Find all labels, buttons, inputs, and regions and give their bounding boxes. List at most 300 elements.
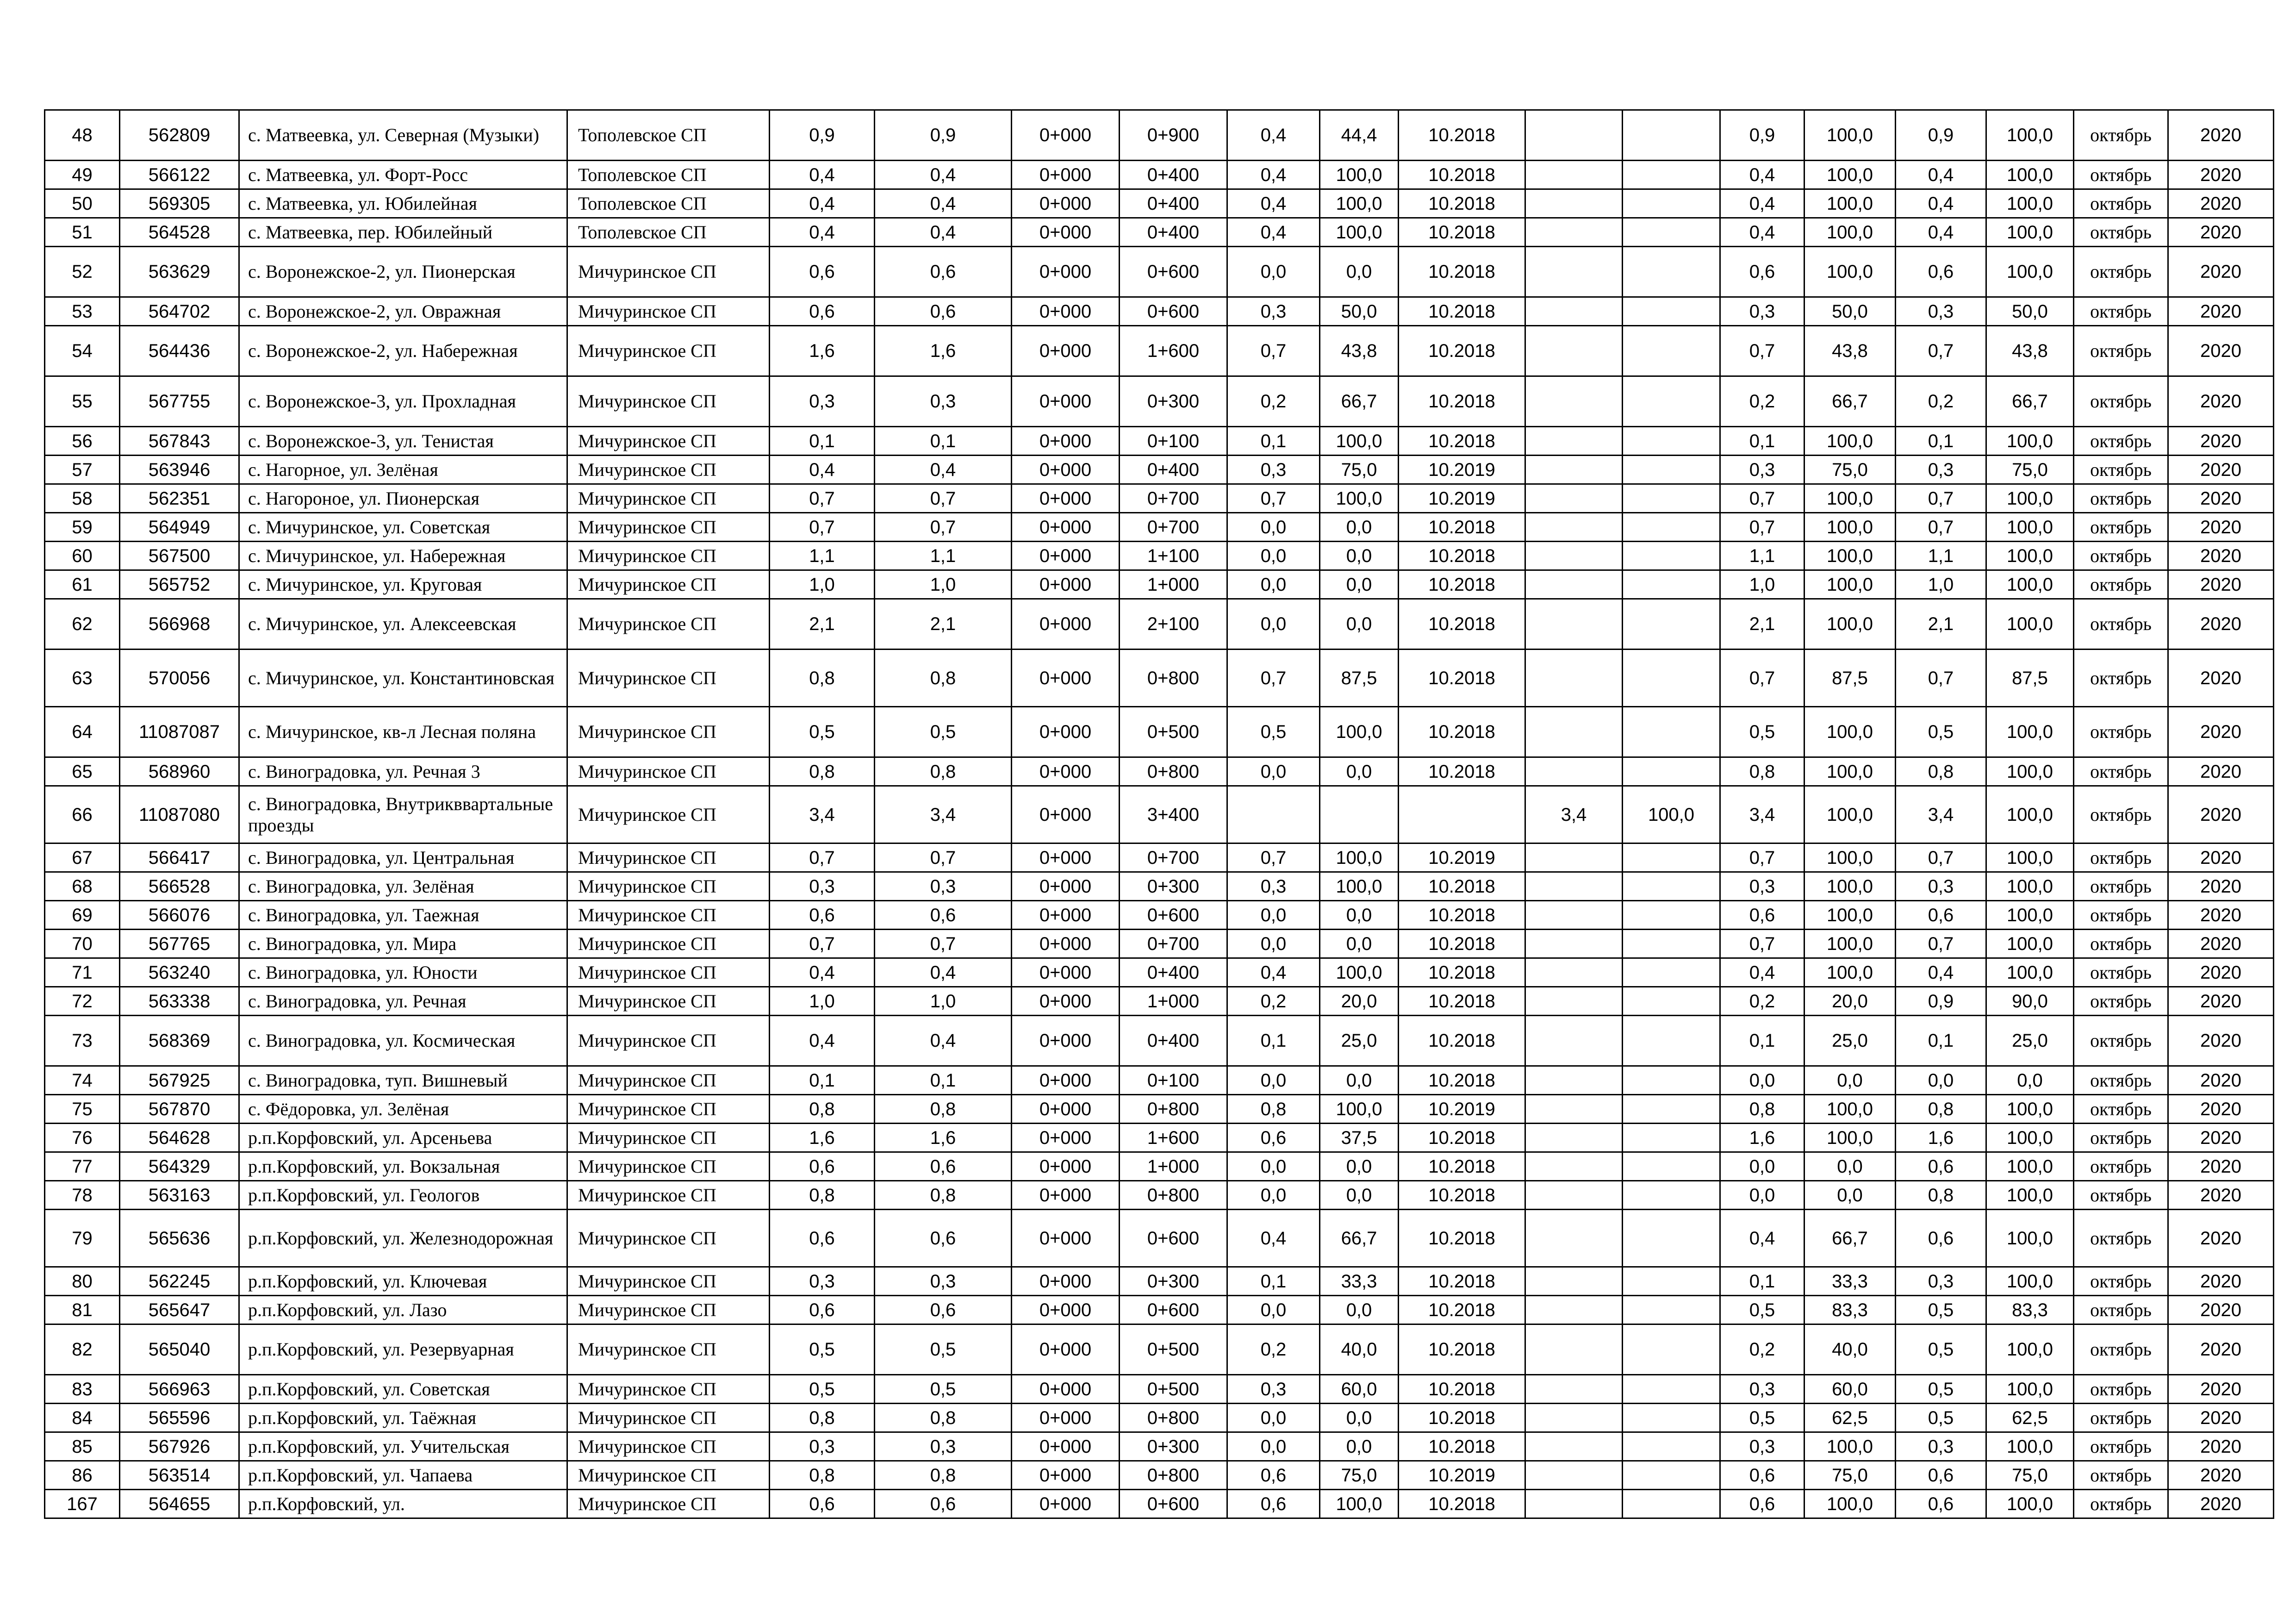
table-cell: 0,0 [1320, 599, 1399, 650]
table-cell: 100,0 [1804, 427, 1896, 456]
table-cell: 567500 [120, 542, 239, 570]
table-cell: 0,1 [1227, 1267, 1320, 1296]
table-cell [1320, 786, 1399, 843]
table-cell: 2020 [2168, 1124, 2274, 1152]
table-cell [1623, 376, 1720, 427]
table-cell: 100,0 [1804, 189, 1896, 218]
table-cell: 0+000 [1012, 1432, 1120, 1461]
table-cell: р.п.Корфовский, ул. Чапаева [239, 1461, 567, 1490]
table-cell: с. Виноградовка, ул. Таежная [239, 901, 567, 930]
table-cell: 0,4 [1720, 189, 1804, 218]
table-cell: 54 [45, 326, 120, 376]
table-cell: 0+400 [1120, 1016, 1227, 1066]
table-cell: 0+500 [1120, 1375, 1227, 1404]
table-cell: 2+100 [1120, 599, 1227, 650]
table-cell: 0,0 [1320, 1181, 1399, 1210]
table-row [45, 872, 2274, 901]
table-cell: 0+000 [1012, 1095, 1120, 1124]
table-cell: с. Мичуринское, ул. Константиновская [239, 650, 567, 707]
table-cell: 0+000 [1012, 1124, 1120, 1152]
table-cell: 0+000 [1012, 513, 1120, 542]
table-cell: Мичуринское СП [567, 456, 770, 484]
table-row [45, 570, 2274, 599]
table-cell: Мичуринское СП [567, 843, 770, 872]
table-cell: 567843 [120, 427, 239, 456]
table-cell: 100,0 [1804, 247, 1896, 297]
table-cell: Мичуринское СП [567, 247, 770, 297]
table-cell: 51 [45, 218, 120, 247]
table-cell: 0,4 [875, 189, 1012, 218]
table-cell: 0,7 [875, 484, 1012, 513]
table-cell: 0,4 [875, 218, 1012, 247]
table-cell: 0,1 [1896, 1016, 1986, 1066]
table-cell [1623, 1296, 1720, 1324]
table-cell: 25,0 [1320, 1016, 1399, 1066]
table-cell [1623, 1432, 1720, 1461]
table-cell: 0+900 [1120, 110, 1227, 161]
table-cell: 0,7 [1227, 843, 1320, 872]
table-cell: с. Виноградовка, ул. Юности [239, 958, 567, 987]
table-cell: 0+000 [1012, 843, 1120, 872]
table-cell: 0+800 [1120, 1404, 1227, 1432]
table-cell: 83,3 [1804, 1296, 1896, 1324]
table-cell: 61 [45, 570, 120, 599]
table-cell: 0,0 [1227, 1432, 1320, 1461]
table-cell: 0,6 [1720, 1490, 1804, 1518]
table-cell: 10.2018 [1399, 958, 1525, 987]
table-cell: 2020 [2168, 513, 2274, 542]
table-cell: 75 [45, 1095, 120, 1124]
table-cell: 3+400 [1120, 786, 1227, 843]
table-cell: октябрь [2074, 872, 2168, 901]
table-cell [1623, 1066, 1720, 1095]
table-cell: 564702 [120, 297, 239, 326]
table-cell: 0,6 [1896, 1152, 1986, 1181]
table-cell: 563514 [120, 1461, 239, 1490]
table-cell: 0,6 [770, 1210, 875, 1267]
table-cell: 0,0 [1804, 1181, 1896, 1210]
table-cell [1623, 958, 1720, 987]
table-row [45, 1432, 2274, 1461]
table-cell: 0,4 [1227, 189, 1320, 218]
table-cell: Мичуринское СП [567, 1432, 770, 1461]
table-cell: 100,0 [1320, 1095, 1399, 1124]
table-cell: 1,1 [770, 542, 875, 570]
table-cell: 0,0 [1227, 542, 1320, 570]
table-cell: 0+000 [1012, 1404, 1120, 1432]
table-cell: 100,0 [1986, 901, 2074, 930]
table-row [45, 901, 2274, 930]
table-cell: 0+000 [1012, 1267, 1120, 1296]
table-cell: 100,0 [1804, 1490, 1896, 1518]
table-cell [1525, 1152, 1623, 1181]
table-cell: 0,8 [1896, 1095, 1986, 1124]
table-cell: 567755 [120, 376, 239, 427]
table-cell [1525, 376, 1623, 427]
table-cell: октябрь [2074, 376, 2168, 427]
table-row [45, 1016, 2274, 1066]
table-cell [1623, 1210, 1720, 1267]
table-cell [1623, 1404, 1720, 1432]
table-cell: Тополевское СП [567, 189, 770, 218]
table-row [45, 297, 2274, 326]
table-cell: 87,5 [1986, 650, 2074, 707]
table-cell: 0,3 [1720, 297, 1804, 326]
table-cell: 100,0 [1986, 599, 2074, 650]
table-cell: 0,5 [1896, 1375, 1986, 1404]
table-cell: 0+000 [1012, 958, 1120, 987]
table-cell: 0,3 [1896, 297, 1986, 326]
table-cell: 564436 [120, 326, 239, 376]
table-cell: 0,2 [1720, 376, 1804, 427]
table-cell: 0+000 [1012, 218, 1120, 247]
table-cell: 80 [45, 1267, 120, 1296]
table-row [45, 1324, 2274, 1375]
table-cell: 11087087 [120, 707, 239, 757]
table-cell: 2020 [2168, 1181, 2274, 1210]
table-cell: октябрь [2074, 1375, 2168, 1404]
table-row [45, 707, 2274, 757]
table-cell: 2020 [2168, 161, 2274, 189]
table-row [45, 247, 2274, 297]
table-cell: 0,4 [770, 1016, 875, 1066]
table-cell: 0,4 [1896, 218, 1986, 247]
table-cell: 0,0 [1320, 1404, 1399, 1432]
table-cell: 0+600 [1120, 1210, 1227, 1267]
table-cell: 100,0 [1804, 786, 1896, 843]
table-cell: 100,0 [1986, 1095, 2074, 1124]
table-row [45, 161, 2274, 189]
table-cell: 0+000 [1012, 326, 1120, 376]
table-cell: 564528 [120, 218, 239, 247]
table-cell: 0,4 [1227, 110, 1320, 161]
table-cell: 10.2018 [1399, 1324, 1525, 1375]
table-cell [1623, 513, 1720, 542]
table-cell: 0,5 [1227, 707, 1320, 757]
table-cell: 0,6 [770, 1296, 875, 1324]
table-cell: 0,7 [1896, 843, 1986, 872]
table-cell: 100,0 [1804, 1095, 1896, 1124]
table-cell: 0,7 [770, 513, 875, 542]
table-cell: 0+800 [1120, 650, 1227, 707]
table-cell: 100,0 [1986, 843, 2074, 872]
table-row [45, 542, 2274, 570]
table-cell: 0,6 [875, 297, 1012, 326]
table-cell: 0,3 [770, 1432, 875, 1461]
table-cell: 100,0 [1804, 513, 1896, 542]
table-cell: 0,8 [770, 1404, 875, 1432]
table-cell: 1,0 [770, 570, 875, 599]
table-cell [1623, 930, 1720, 958]
table-cell [1623, 987, 1720, 1016]
table-cell: 100,0 [1986, 161, 2074, 189]
table-cell: 0,3 [1227, 456, 1320, 484]
table-cell: 0,8 [1896, 757, 1986, 786]
table-cell: 100,0 [1986, 189, 2074, 218]
table-cell: 0,4 [1227, 218, 1320, 247]
table-cell: 0,0 [1227, 599, 1320, 650]
table-cell: 49 [45, 161, 120, 189]
table-cell: 0,5 [1896, 1404, 1986, 1432]
table-row [45, 650, 2274, 707]
table-cell: 0+600 [1120, 297, 1227, 326]
table-cell: 66,7 [1320, 376, 1399, 427]
table-cell: 100,0 [1320, 189, 1399, 218]
table-cell: 2020 [2168, 1016, 2274, 1066]
table-cell: 0+000 [1012, 987, 1120, 1016]
table-cell: Мичуринское СП [567, 1066, 770, 1095]
table-cell [1525, 1461, 1623, 1490]
table-cell [1525, 218, 1623, 247]
table-cell: 10.2018 [1399, 297, 1525, 326]
table-cell: 0,1 [1227, 1016, 1320, 1066]
table-cell: октябрь [2074, 1152, 2168, 1181]
table-cell: 0,4 [875, 1016, 1012, 1066]
table-cell: 569305 [120, 189, 239, 218]
table-cell: 0+700 [1120, 843, 1227, 872]
table-cell: 0,7 [1896, 930, 1986, 958]
table-cell: 2020 [2168, 1267, 2274, 1296]
table-cell: 0,8 [770, 1461, 875, 1490]
table-cell: 100,0 [1320, 843, 1399, 872]
table-cell: 0+400 [1120, 456, 1227, 484]
table-cell: Мичуринское СП [567, 513, 770, 542]
table-cell: 1+000 [1120, 570, 1227, 599]
table-cell: р.п.Корфовский, ул. Резервуарная [239, 1324, 567, 1375]
table-cell: 1,6 [1720, 1124, 1804, 1152]
table-cell: 10.2018 [1399, 1210, 1525, 1267]
table-cell: р.п.Корфовский, ул. Советская [239, 1375, 567, 1404]
table-cell: октябрь [2074, 843, 2168, 872]
table-cell: 2020 [2168, 958, 2274, 987]
table-cell: 0,6 [875, 1152, 1012, 1181]
table-cell: 0,7 [1896, 513, 1986, 542]
table-cell [1623, 427, 1720, 456]
table-cell: 0,4 [875, 161, 1012, 189]
table-cell: 10.2018 [1399, 161, 1525, 189]
table-cell: 10.2018 [1399, 901, 1525, 930]
table-cell: 2,1 [875, 599, 1012, 650]
table-cell: 0,8 [1720, 757, 1804, 786]
table-cell: 0,2 [1227, 987, 1320, 1016]
table-cell: 0+000 [1012, 1016, 1120, 1066]
table-cell: 3,4 [1525, 786, 1623, 843]
table-cell: 74 [45, 1066, 120, 1095]
table-cell: 567925 [120, 1066, 239, 1095]
table-cell: 0,8 [770, 650, 875, 707]
table-cell: 0+000 [1012, 1210, 1120, 1267]
table-cell: с. Мичуринское, ул. Набережная [239, 542, 567, 570]
table-cell: 100,0 [1986, 427, 2074, 456]
table-cell: октябрь [2074, 987, 2168, 1016]
table-cell: 0,6 [875, 1210, 1012, 1267]
table-cell: с. Виноградовка, ул. Мира [239, 930, 567, 958]
table-cell: 2020 [2168, 1375, 2274, 1404]
table-cell: 0+000 [1012, 786, 1120, 843]
table-cell [1525, 1016, 1623, 1066]
table-cell: 62,5 [1804, 1404, 1896, 1432]
table-cell: 65 [45, 757, 120, 786]
table-cell: 11087080 [120, 786, 239, 843]
table-cell: 2020 [2168, 650, 2274, 707]
table-cell: 0,4 [770, 456, 875, 484]
table-cell [1525, 650, 1623, 707]
table-cell [1623, 297, 1720, 326]
table-cell: с. Нагорное, ул. Зелёная [239, 456, 567, 484]
table-cell: 565636 [120, 1210, 239, 1267]
table-cell: 0+400 [1120, 161, 1227, 189]
table-body [45, 110, 2274, 1518]
table-cell: с. Виноградовка, ул. Космическая [239, 1016, 567, 1066]
table-cell [1525, 297, 1623, 326]
table-cell: 10.2018 [1399, 1124, 1525, 1152]
table-cell: 0+000 [1012, 189, 1120, 218]
table-cell: 50,0 [1986, 297, 2074, 326]
table-cell [1623, 1461, 1720, 1490]
table-cell [1623, 570, 1720, 599]
table-cell: 20,0 [1320, 987, 1399, 1016]
table-cell: 100,0 [1986, 1181, 2074, 1210]
table-cell: 2020 [2168, 456, 2274, 484]
table-cell: с. Фёдоровка, ул. Зелёная [239, 1095, 567, 1124]
table-cell: октябрь [2074, 1404, 2168, 1432]
table-cell: 0,7 [1720, 484, 1804, 513]
table-cell: 0,6 [875, 1296, 1012, 1324]
table-cell [1623, 326, 1720, 376]
table-cell: 10.2018 [1399, 570, 1525, 599]
table-cell: Мичуринское СП [567, 1461, 770, 1490]
table-cell: Мичуринское СП [567, 757, 770, 786]
table-cell: 1,0 [875, 570, 1012, 599]
table-cell: 0,5 [875, 1375, 1012, 1404]
table-cell: с. Мичуринское, кв-л Лесная поляна [239, 707, 567, 757]
table-cell [1525, 1324, 1623, 1375]
table-cell: 10.2018 [1399, 1490, 1525, 1518]
table-cell: 0,0 [1896, 1066, 1986, 1095]
table-cell: 0+000 [1012, 247, 1120, 297]
table-cell: 73 [45, 1016, 120, 1066]
table-cell: 0,4 [1227, 161, 1320, 189]
table-cell: 0,7 [1720, 513, 1804, 542]
table-cell: Мичуринское СП [567, 542, 770, 570]
table-cell [1525, 707, 1623, 757]
table-cell: 0,1 [770, 427, 875, 456]
table-cell: октябрь [2074, 1267, 2168, 1296]
table-cell: 0+400 [1120, 189, 1227, 218]
table-cell: 0,5 [875, 707, 1012, 757]
table-cell: 0,4 [1227, 1210, 1320, 1267]
table-cell: 0+600 [1120, 1490, 1227, 1518]
table-cell: 100,0 [1320, 1490, 1399, 1518]
table-cell: 75,0 [1320, 456, 1399, 484]
table-cell: 100,0 [1986, 1490, 2074, 1518]
table-cell: 0,0 [1720, 1181, 1804, 1210]
table-cell: 0,0 [1227, 570, 1320, 599]
table-cell: 43,8 [1804, 326, 1896, 376]
table-cell: 568960 [120, 757, 239, 786]
table-cell: 0,4 [1720, 218, 1804, 247]
table-cell: 1,6 [770, 326, 875, 376]
table-cell: 0,0 [1804, 1152, 1896, 1181]
table-cell: 0+300 [1120, 872, 1227, 901]
table-cell: 0+500 [1120, 1324, 1227, 1375]
table-cell: 565596 [120, 1404, 239, 1432]
table-cell: с. Воронежское-2, ул. Овражная [239, 297, 567, 326]
table-cell: с. Мичуринское, ул. Алексеевская [239, 599, 567, 650]
table-cell: 2020 [2168, 1152, 2274, 1181]
table-cell: 2020 [2168, 247, 2274, 297]
table-cell [1623, 189, 1720, 218]
table-cell: 10.2018 [1399, 599, 1525, 650]
table-cell: 0+000 [1012, 297, 1120, 326]
table-cell [1623, 161, 1720, 189]
table-cell: 0,6 [770, 247, 875, 297]
table-cell: Мичуринское СП [567, 1124, 770, 1152]
table-cell: октябрь [2074, 1181, 2168, 1210]
table-cell: 3,4 [1896, 786, 1986, 843]
table-cell [1623, 1375, 1720, 1404]
table-cell: 10.2018 [1399, 542, 1525, 570]
table-cell: 2020 [2168, 297, 2274, 326]
table-cell: 2020 [2168, 484, 2274, 513]
table-cell: Мичуринское СП [567, 570, 770, 599]
table-cell: октябрь [2074, 1490, 2168, 1518]
table-cell: Мичуринское СП [567, 1210, 770, 1267]
table-cell: октябрь [2074, 1461, 2168, 1490]
table-cell: 0+800 [1120, 1461, 1227, 1490]
table-cell: октябрь [2074, 513, 2168, 542]
table-cell: октябрь [2074, 901, 2168, 930]
table-cell: 64 [45, 707, 120, 757]
table-cell: 67 [45, 843, 120, 872]
table-cell: 0,3 [1896, 1267, 1986, 1296]
table-cell: 100,0 [1804, 872, 1896, 901]
table-cell [1525, 247, 1623, 297]
table-cell: с. Виноградовка, ул. Центральная [239, 843, 567, 872]
table-cell: 10.2018 [1399, 872, 1525, 901]
table-row [45, 1152, 2274, 1181]
table-cell: 0,3 [1896, 1432, 1986, 1461]
table-row [45, 599, 2274, 650]
table-cell: 87,5 [1804, 650, 1896, 707]
table-cell: 40,0 [1320, 1324, 1399, 1375]
table-cell: 0,3 [1227, 297, 1320, 326]
table-cell: 2020 [2168, 1296, 2274, 1324]
table-cell: 75,0 [1986, 1461, 2074, 1490]
table-cell: 0,2 [1896, 376, 1986, 427]
table-cell [1623, 707, 1720, 757]
table-cell: 0,8 [875, 1095, 1012, 1124]
table-cell: 0,2 [1227, 376, 1320, 427]
table-cell: 0,3 [875, 376, 1012, 427]
table-cell: 25,0 [1986, 1016, 2074, 1066]
table-cell: 0,0 [1320, 1152, 1399, 1181]
table-cell: 2020 [2168, 707, 2274, 757]
table-cell: 2020 [2168, 218, 2274, 247]
table-cell: октябрь [2074, 570, 2168, 599]
table-cell: 0,7 [770, 843, 875, 872]
table-cell: 0,4 [1227, 958, 1320, 987]
table-cell: 62,5 [1986, 1404, 2074, 1432]
table-cell: октябрь [2074, 1016, 2168, 1066]
table-cell: 1,1 [875, 542, 1012, 570]
table-cell: 100,0 [1986, 247, 2074, 297]
table-cell: 0+300 [1120, 1267, 1227, 1296]
table-cell [1623, 1095, 1720, 1124]
table-cell: 100,0 [1320, 958, 1399, 987]
table-cell: 63 [45, 650, 120, 707]
table-row [45, 484, 2274, 513]
